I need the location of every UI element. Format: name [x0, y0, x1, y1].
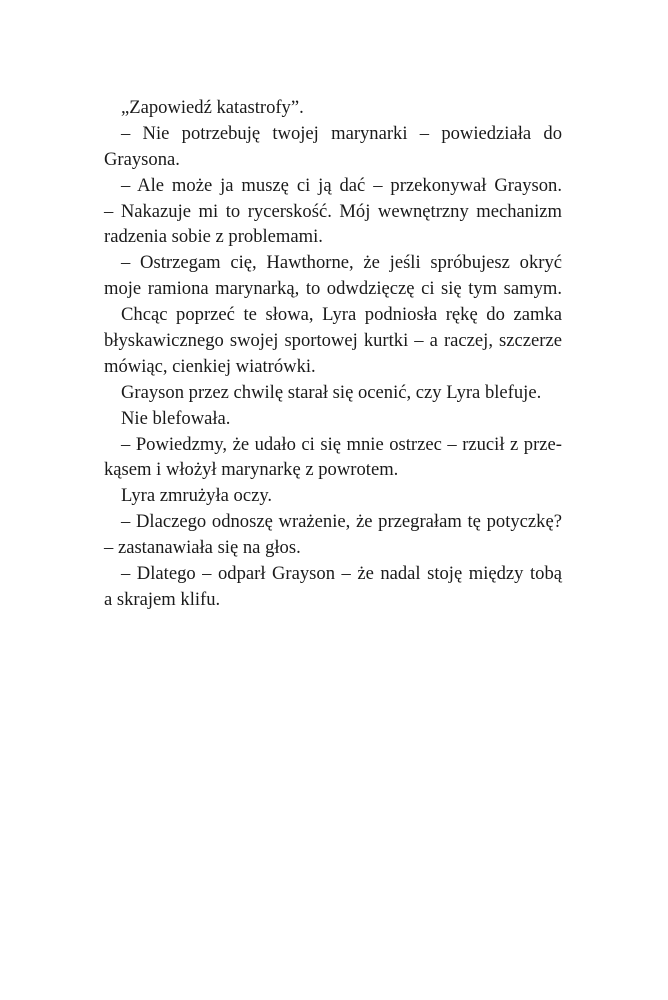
text-line: – Dlatego – odparł Grayson – że nadal stoję między tobą	[121, 563, 562, 585]
text-line: Grayson przez chwilę starał się ocenić, czy Lyra blefuje.	[121, 381, 542, 403]
text-line: radzenia sobie z problemami.	[104, 226, 323, 248]
text-line: „Zapowiedź katastrofy”.	[121, 97, 304, 118]
text-line: – zastanawiała się na głos.	[104, 537, 301, 559]
text-line: a skrajem klifu.	[104, 588, 221, 610]
text-line: Graysona.	[104, 148, 180, 170]
text-line: Nie blefowała.	[121, 407, 231, 429]
text-line: – Ale może ja muszę ci ją dać – przekonywał Grayson.	[121, 174, 562, 196]
text-line: Lyra zmrużyła oczy.	[121, 485, 273, 507]
page-text	[104, 95, 562, 613]
text-line: – Ostrzegam cię, Hawthorne, że jeśli spróbujesz okryć	[121, 252, 562, 274]
text-line: kąsem i włożył marynarkę z powrotem.	[104, 459, 399, 481]
text-line: – Nakazuje mi to rycerskość. Mój wewnętrzny mechanizm	[104, 200, 562, 222]
text-line: – Dlaczego odnoszę wrażenie, że przegrałam tę potyczkę?	[121, 511, 562, 533]
text-line: mówiąc, cienkiej wiatrówki.	[104, 355, 316, 377]
text-line: moje ramiona marynarką, to odwdzięczę ci się tym samym.	[104, 278, 562, 300]
text-line: – Powiedzmy, że udało ci się mnie ostrzec – rzucił z prze-	[121, 433, 562, 455]
text-line: – Nie potrzebuję twojej marynarki – powiedziała do	[121, 122, 562, 144]
text-line: Chcąc poprzeć te słowa, Lyra podniosła rękę do zamka	[121, 304, 562, 326]
text-line: błyskawicznego swojej sportowej kurtki – a raczej, szczerze	[104, 330, 562, 352]
